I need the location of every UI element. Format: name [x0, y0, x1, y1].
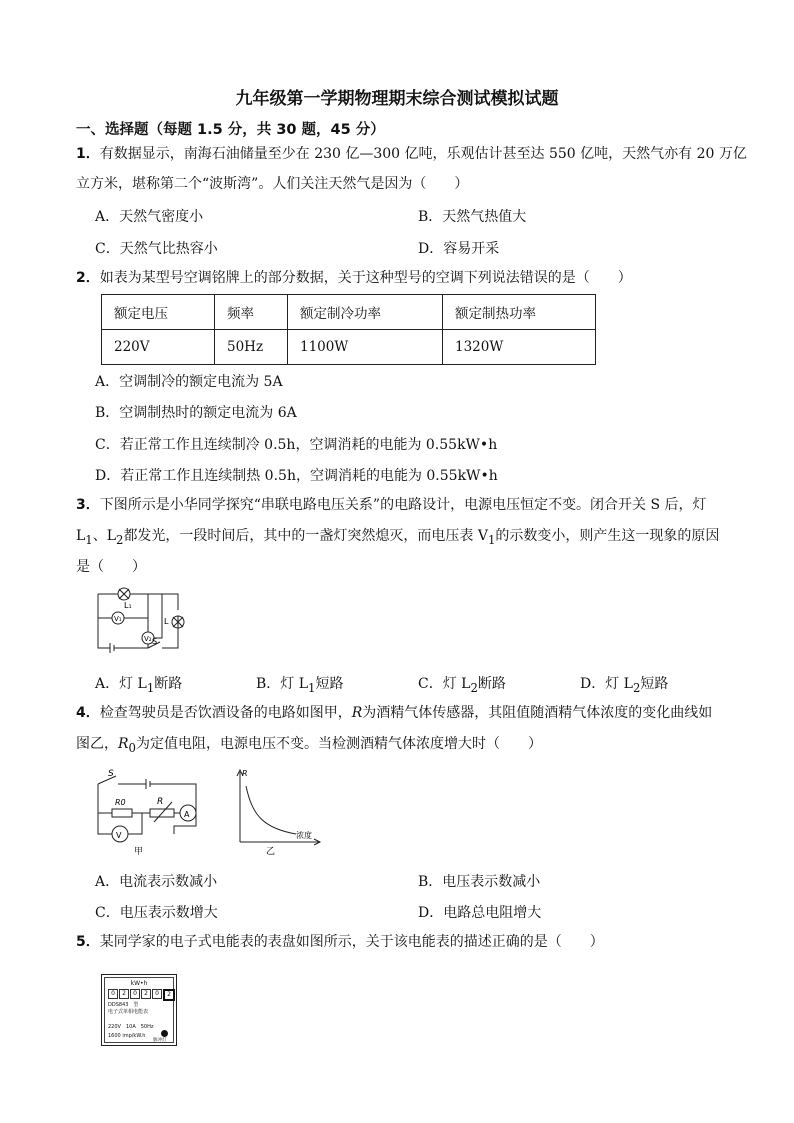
fig-label-l: L: [164, 617, 169, 626]
q3-line2: [76, 526, 719, 550]
q4-text: 检查驾驶员是否饮酒设备的电路如图甲，: [99, 705, 352, 721]
meter-digit: 0: [130, 989, 140, 999]
voltmeter-label: V: [116, 831, 122, 840]
graph-x-label: 浓度: [296, 831, 312, 840]
meter-unit: kW•h: [130, 980, 148, 987]
q3-line1: [76, 495, 707, 515]
q1-text1: 有数据显示，南海石油储量至少在 230 亿—300 亿吨，乐观估计甚至达 550 亿吨，天然气亦有 20 万亿: [99, 146, 747, 162]
table-header-cell: 频率: [215, 295, 288, 330]
meter-digit-decimal: 2: [163, 989, 175, 1001]
q3-option-d: [580, 673, 668, 695]
fig-label-l1: L₁: [124, 601, 132, 610]
meter-digit: 2: [119, 989, 129, 999]
q3-text1: 下图所示是小华同学探究“串联电路电压关系”的电路设计，电源电压恒定不变。闭合开关 S 后，灯: [99, 497, 707, 513]
q1-line1: [76, 144, 747, 164]
table-cell: 1100W: [288, 330, 443, 365]
option-text: D．灯 L: [580, 676, 633, 692]
q1-option-a: A．天然气密度小: [95, 209, 204, 225]
q5-number: 5．: [76, 934, 100, 950]
option-text: B．灯 L: [256, 676, 309, 692]
graph-y-label: R: [242, 769, 248, 778]
q3-text-mid: 都发光，一段时间后，其中的一盏灯突然熄灭，而电压表 V: [123, 528, 488, 544]
meter-model: DDS843 型: [108, 1002, 139, 1008]
q3-circuit-figure: [90, 586, 190, 664]
fig-label-s: S: [152, 637, 158, 646]
q2-option-b: B．空调制热时的额定电流为 6A: [95, 405, 297, 421]
option-text: 断路: [154, 676, 183, 692]
option-text: A．灯 L: [95, 676, 147, 692]
q4-sub: 0: [128, 740, 136, 755]
q4-line2: [76, 734, 542, 758]
meter-digits: [108, 989, 175, 1001]
spec-table: [101, 294, 596, 365]
section-heading: 一、选择题（每题 1.5 分，共 30 题，45 分）: [76, 122, 385, 138]
meter-imp: 1600 imp/kW.h: [108, 1033, 146, 1039]
ammeter-label: A: [184, 810, 190, 819]
q1-option-c: C．天然气比热容小: [95, 241, 218, 257]
q2-option-a: A．空调制冷的额定电流为 5A: [95, 374, 283, 390]
meter-pulse-label: 脉冲灯: [153, 1038, 167, 1043]
fig-label-s: S: [108, 769, 114, 779]
meter-rating: 220V 10A 50Hz: [108, 1024, 154, 1030]
q3-sub: 2: [116, 532, 124, 547]
q2-number: 2．: [76, 270, 100, 286]
table-cell: 220V: [102, 330, 215, 365]
q2-line1: [76, 268, 632, 288]
option-text: C．灯 L: [418, 676, 471, 692]
q1-option-d: D．容易开采: [418, 241, 500, 257]
q3-text-l2: 、L: [92, 528, 117, 544]
energy-meter-figure: [101, 974, 177, 1046]
meter-inner-frame: [104, 977, 174, 1043]
table-cell: 1320W: [443, 330, 596, 365]
q4-option-d: D．电路总电阻增大: [418, 905, 542, 921]
option-sub: 1: [146, 680, 155, 695]
q4-option-a: A．电流表示数减小: [95, 874, 218, 890]
meter-digit: 0: [108, 989, 118, 999]
page-title: 九年级第一学期物理期末综合测试模拟试题: [235, 89, 559, 109]
table-header-cell: 额定制热功率: [443, 295, 596, 330]
table-header-row: [102, 295, 596, 330]
q2-text: 如表为某型号空调铭牌上的部分数据，关于这种型号的空调下列说法错误的是（ ）: [99, 270, 632, 286]
q4-text: 图乙，: [76, 736, 118, 752]
q2-option-d: D．若正常工作且连续制热 0.5h，空调消耗的电能为 0.55kW•h: [95, 468, 498, 484]
pulse-light-icon: [161, 1030, 168, 1037]
meter-digit: 0: [152, 989, 162, 999]
fig-label-v2: V₂: [144, 635, 152, 643]
q3-text-l: L: [76, 528, 86, 544]
q1-number: 1．: [76, 146, 100, 162]
table-row: [102, 330, 596, 365]
table-header-cell: 额定制冷功率: [288, 295, 443, 330]
option-sub: 2: [632, 680, 641, 695]
q1-option-b: B．天然气热值大: [418, 209, 527, 225]
q4-text: 为酒精气体传感器，其阻值随酒精气体浓度的变化曲线如: [362, 705, 713, 721]
q3-option-c: [418, 673, 506, 695]
option-text: 短路: [640, 676, 669, 692]
q4-circuit-figure: [88, 764, 213, 858]
table-cell: 50Hz: [215, 330, 288, 365]
meter-digit: 2: [141, 989, 151, 999]
q3-option-b: [256, 673, 343, 695]
meter-name: 电子式单相电能表: [108, 1009, 149, 1015]
q3-line3: 是（ ）: [76, 559, 146, 575]
q3-sub: 1: [85, 532, 93, 547]
table-header-cell: 额定电压: [102, 295, 215, 330]
fig-label-r0: R0: [115, 798, 126, 807]
q4-number: 4．: [76, 705, 100, 721]
option-sub: 1: [308, 680, 316, 695]
q1-line2: 立方米，堪称第二个“波斯湾”。人们关注天然气是因为（ ）: [76, 176, 469, 192]
q3-number: 3．: [76, 497, 100, 513]
q4-var-r: R: [351, 705, 363, 721]
option-sub: 2: [470, 680, 478, 695]
q3-text-end: 的示数变小，则产生这一现象的原因: [495, 528, 720, 544]
q4-var-r0: R: [118, 736, 129, 752]
q5-text: 某同学家的电子式电能表的表盘如图所示，关于该电能表的描述正确的是（ ）: [99, 934, 604, 950]
fig-label-jia: 甲: [134, 847, 144, 857]
option-text: 断路: [477, 676, 506, 692]
q3-sub: 1: [488, 532, 496, 547]
fig-label-r: R: [157, 797, 164, 807]
q4-text: 为定值电阻，电源电压不变。当检测酒精气体浓度增大时（ ）: [135, 736, 542, 752]
q3-option-a: [95, 673, 182, 695]
fig-label-yi: 乙: [266, 847, 276, 857]
q5-line1: [76, 932, 604, 952]
fig-label-v1: V₁: [114, 615, 122, 623]
q2-option-c: C．若正常工作且连续制冷 0.5h，空调消耗的电能为 0.55kW•h: [95, 437, 498, 453]
q4-line1: [76, 703, 712, 723]
option-text: 短路: [315, 676, 344, 692]
q4-graph-figure: [230, 764, 330, 858]
q4-option-b: B．电压表示数减小: [418, 874, 541, 890]
q4-option-c: C．电压表示数增大: [95, 905, 218, 921]
